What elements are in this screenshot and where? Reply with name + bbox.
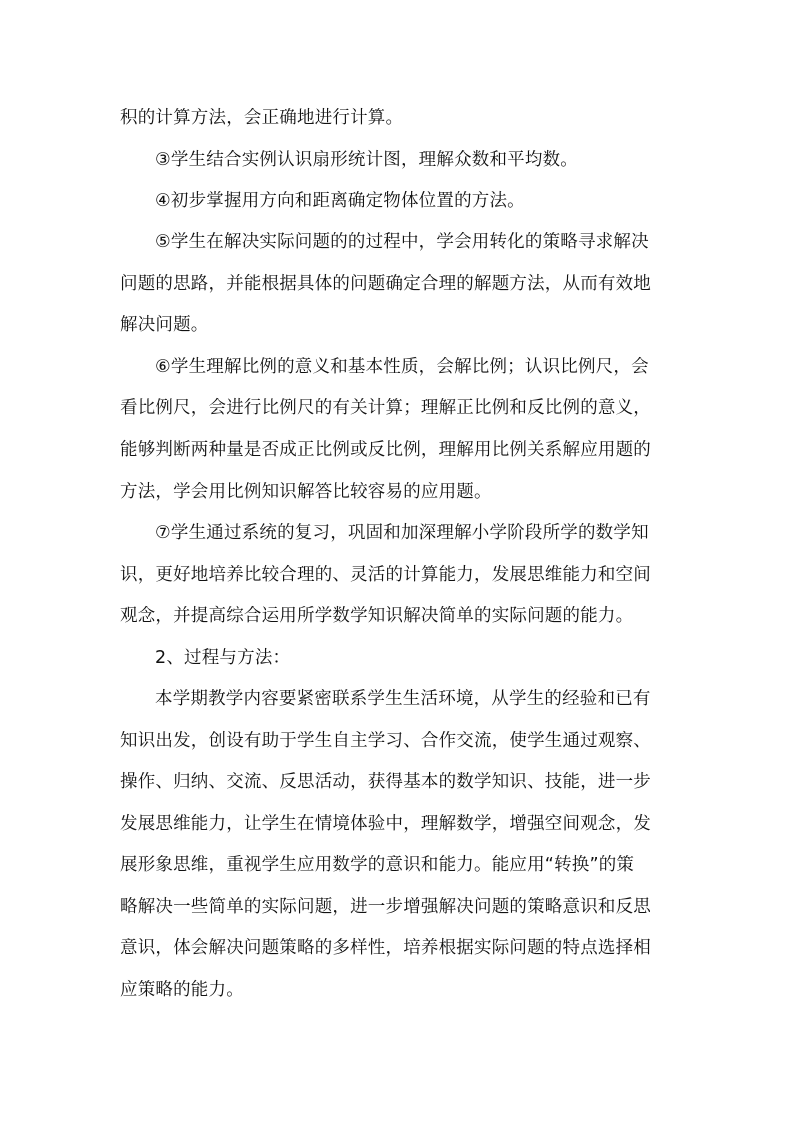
- text-line: ④初步掌握用方向和距离确定物体位置的方法。: [155, 191, 525, 211]
- text-line: 看比例尺，会进行比例尺的有关计算；理解正比例和反比例的意义，: [120, 398, 651, 418]
- text-line: 识，更好地培养比较合理的、灵活的计算能力，发展思维能力和空间: [120, 565, 651, 585]
- text-line: 问题的思路，并能根据具体的问题确定合理的解题方法，从而有效地: [120, 274, 651, 294]
- text-line: 应策略的能力。: [120, 980, 244, 1000]
- text-line: 知识出发，创设有助于学生自主学习、合作交流，使学生通过观察、: [120, 731, 651, 751]
- section-heading: 2、过程与方法：: [155, 648, 291, 668]
- text-line: 积的计算方法，会正确地进行计算。: [120, 108, 404, 128]
- text-line: 本学期教学内容要紧密联系学生生活环境，从学生的经验和已有: [155, 689, 651, 709]
- text-line: ⑥学生理解比例的意义和基本性质，会解比例；认识比例尺，会: [155, 357, 649, 377]
- text-line: 能够判断两种量是否成正比例或反比例，理解用比例关系解应用题的: [120, 440, 651, 460]
- text-line: 展形象思维，重视学生应用数学的意识和能力。能应用“转换”的策: [120, 855, 635, 875]
- text-line: 意识，体会解决问题策略的多样性，培养根据实际问题的特点选择相: [120, 938, 651, 958]
- text-line: 操作、归纳、交流、反思活动，获得基本的数学知识、技能，进一步: [120, 772, 651, 792]
- text-line: ③学生结合实例认识扇形统计图，理解众数和平均数。: [155, 150, 578, 170]
- text-line: 略解决一些简单的实际问题，进一步增强解决问题的策略意识和反思: [120, 897, 651, 917]
- text-line: 观念，并提高综合运用所学数学知识解决简单的实际问题的能力。: [120, 606, 634, 626]
- text-line: 发展思维能力，让学生在情境体验中，理解数学，增强空间观念，发: [120, 814, 651, 834]
- text-line: 方法，学会用比例知识解答比较容易的应用题。: [120, 482, 492, 502]
- text-line: ⑤学生在解决实际问题的的过程中，学会用转化的策略寻求解决: [155, 232, 649, 252]
- text-line: ⑦学生通过系统的复习，巩固和加深理解小学阶段所学的数学知: [155, 523, 649, 543]
- text-line: 解决问题。: [120, 315, 209, 335]
